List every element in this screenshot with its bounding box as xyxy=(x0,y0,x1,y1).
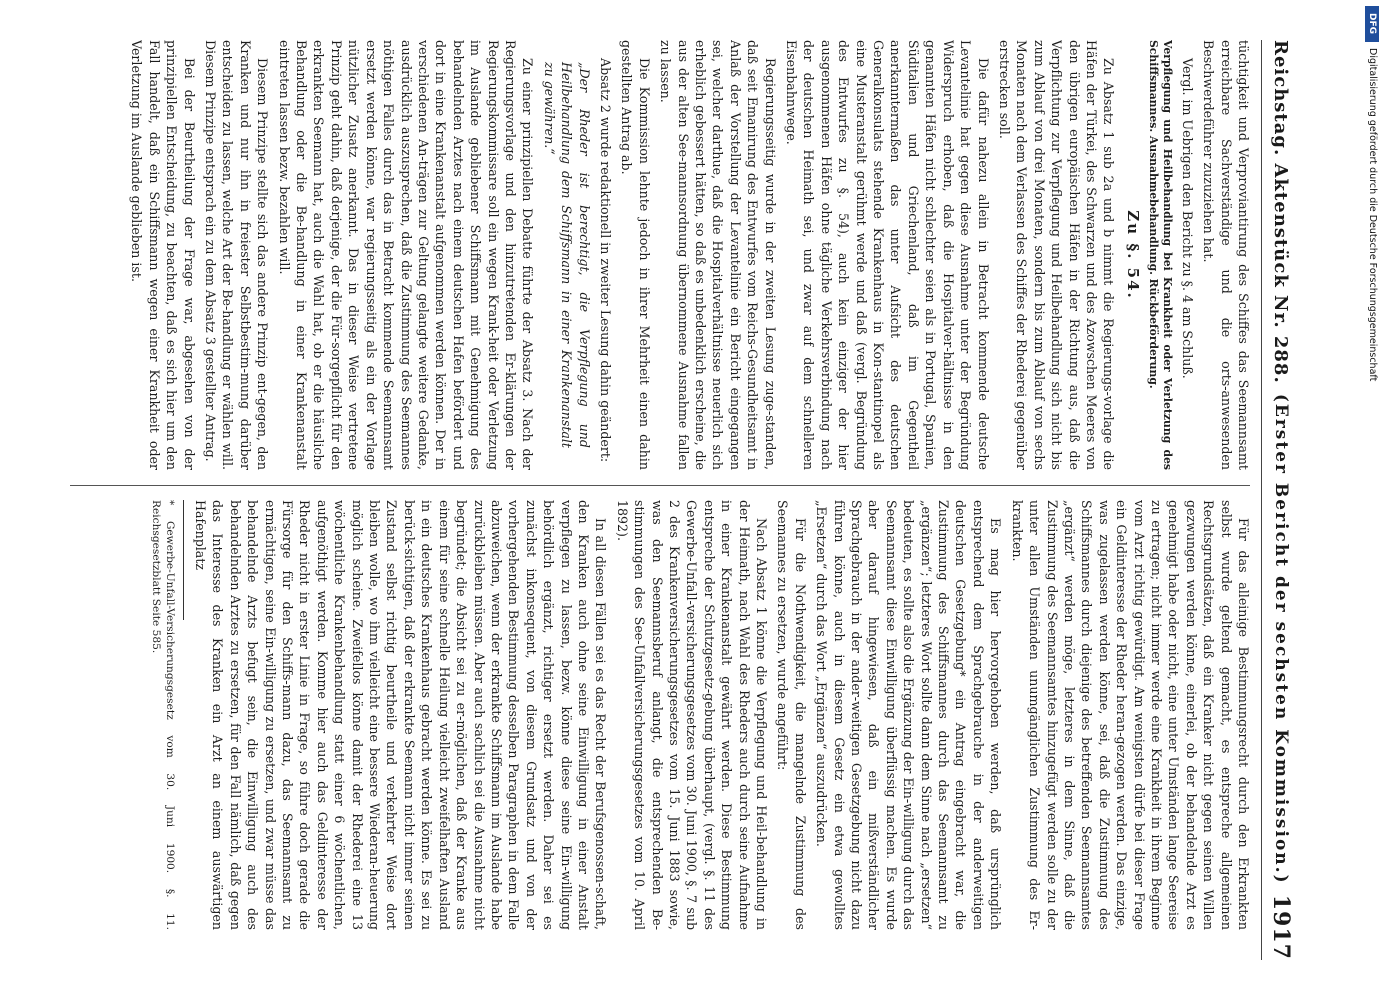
column-divider xyxy=(70,485,1250,486)
left-paragraph: Absatz 2 wurde redaktionell in zweiter Lesung dahin geändert: xyxy=(598,58,613,463)
section-marginal-summary: Verpflegung und Heilbehandlung bei Krankheit oder Verletzung des Schiffsmannes. Ausnahmebehandlung. Rückbeförderung. xyxy=(1146,40,1175,470)
header-left-title: Reichstag. Aktenstück Nr. 288. xyxy=(1270,40,1292,384)
page-number: 1917 xyxy=(1268,894,1294,960)
quoted-amendment: „Der Rheder ist berechtigt, die Verpflegung und Heilbehandlung dem Schiffsmann in einer Krankenanstalt zu gewähren.“ xyxy=(541,62,592,448)
footnote-rule xyxy=(183,500,184,620)
left-paragraph: Bei der Beurtheilung der Frage war, abgesehen von der prinzipiellen Entscheidung, zu beachten, daß es sich hier um den Fall handelt, daß ein Schiffsmann wegen einer Krankheit oder Verletzung im Auslande geblieben ist. xyxy=(129,40,197,470)
left-paragraph: Die dafür nahezu allein in Betracht kommende deutsche Levantelinie hat gegen diese Ausnahme unter der Begründung Widerspruch erhoben, daß die Hospitalver-hältnisse in den genannten Häfen nicht schlechter seien als in Portugal, Spanien, Süditalien und Griechenland, daß im Gegentheil anerkanntermaßen das unter Aufsicht des deutschen Generalkonsulats stehende Krankenhaus in Kon-stantinopel als eine Musteranstalt gerühmt werde und daß (vergl. Begründung des Entwurfes zu §. 54), auch kein einziger der hier ausgenommenen Häfen ohne tägliche Verkehrsverbindung nach der deutschen Heimath sei, und zwar auf dem schnelleren Eisenbahnwege. xyxy=(784,40,991,470)
left-paragraph: Diesem Prinzipe stellte sich das andere Prinzip ent-gegen, den Kranken und nur ihn in freiester Selbstbestim-mung darüber entscheiden zu lassen, welche Art der Be-handlung er wählen will. Diesem Prinzipe entsprach ein zu dem Absatz 3 gestellter Antrag. xyxy=(203,40,271,470)
dfg-logo: DFG xyxy=(1365,6,1379,42)
right-paragraph: In all diesen Fällen sei es das Recht der Berufsgenossen-schaft, den Kranken auch ohne seine Einwilligung in einer Anstalt verpflegen zu lassen, bezw. könne diese seine Ein-willigung behördlich ergänzt, richtiger ersetzt werden. Daher sei es zunächst inkonsequent, von diesem Grundsatz und von der vorhergehenden Bestimmung desselben Paragraphen in dem Falle abzuweichen, wenn der erkrankte Schiffsmann im Auslande habe zurückbleiben müssen. Aber auch sachlich sei die Ausnahme nicht begründet; die Absicht sei zu er-möglichen, daß der Kranke aus einem für seine schnelle Heilung vielleicht zweifelhaften Ausland in ein deutsches Krankenhaus gebracht werden könne. Es sei zu berück-sichtigen, daß der erkrankte Seemann nicht immer seinen Zustand selbst richtig beurtheile und verkehrter Weise dort bleiben wolle, wo ihm vielleicht eine bessere Wiederan-heuerung möglich scheine. Zweifellos könne damit der Rhederei eine 13 wöchentliche Krankenbehandlung statt einer 6 wöchentlichen, aufgenöthigt werden. Komme hier auch das Geldinteresse der Rheder nicht in erster Linie in Frage, so führe doch gerade die Fürsorge für den Schiffs-mann dazu, das Seemannsamt zu ermächtigen, seine Ein-willigung zu ersetzen, und zwar müsse das behandelnde Arzts befugt sein, die Einwilligung auch des behandelnden Arztes zu ersetzen, für den Fall nämlich, daß gegen das Interesse des Kranken ein Arzt an einem auswärtigen Hafenplatz xyxy=(193,500,609,930)
left-paragraph: Zu einer prinzipiellen Debatte führte der Absatz 3. Nach der Regierungsvorlage und den hinzutretenden Er-klärungen der Regierungskommissare soll ein wegen Krank-heit oder Verletzung im Auslande gebliebener Schiffsmann mit Genehmigung des behandelnden Arztes nach einem deutschen Hafen befördert und dort in eine Krankenanstalt aufgenommen werden können. Der in verschiedenen An-trägen zur Geltung gelangte weitere Gedanke, ausdrücklich auszusprechen, daß die Zustimmung des Seemannes nöthigen Falles durch das in Betracht kommende Seemannsamt ersetzt werden könne, war regierungsseitig als ein der Vorlage nützlicher Zusatz anerkannt. Das in dieser Weise vertretene Prinzip geht dahin, daß derjenige, der die Für-sorgepflicht für den erkrankten Seemann hat, auch die Wahl hat, ob er die häusliche Behandlung oder die Be-handlung in einer Krankenanstalt eintreten lassen bezw. bezahlen will. xyxy=(276,40,536,470)
section-heading: Zu §. 54. xyxy=(1123,210,1142,300)
footnote: * Gewerbe-Unfall-Versicherungsgesetz vom 30. Juni 1900. §. 11. Reichsgesetzblatt Seite 585. xyxy=(149,500,176,930)
left-paragraph: tüchtigkeit und Verproviantirung des Schiffes das Seemannsamt erreichbare Sachverständige und die orts-anwesenden Beschwerdeführer zuzuziehen hat. xyxy=(1201,40,1251,470)
right-paragraph: Für die Nothwendigkeit, die mangelnde Zustimmung des Seemannes zu ersetzen, wurde angeführt: xyxy=(775,500,808,930)
left-paragraph: Die Kommission lehnte jedoch in ihrer Mehrheit einen dahin gestellten Antrag ab. xyxy=(619,40,652,470)
page-header xyxy=(1261,40,1300,960)
left-column xyxy=(52,40,1252,470)
header-report-title: (Erster Bericht der sechsten Kommission.) xyxy=(1271,393,1291,885)
right-paragraph: Es mag hier hervorgehoben werden, daß ursprünglich entsprechend dem Sprachgebrauche in der anderweitigen deutschen Gesetzgebung* ein Antrag eingebracht war, die Zustimmung des Schiffsmannes durch das Seemannsamt zu „ergänzen“; letzteres Wort sollte dann dem Sinne nach „ersetzen“ bedeuten, es sollte also die Ergänzung der Ein-willigung durch das Seemannsamt diese Einwilligung überflüssig machen. Es wurde aber darauf hingewiesen, daß ein mißverständlicher Sprachgebrauch in der ander-weitigen Gesetzgebung nicht dazu führen könne, auch in diesem Gesetz ein etwa gewolltes „Ersetzen“ durch das Wort „Ergänzen“ auszudrücken. xyxy=(814,500,1004,930)
right-column xyxy=(52,500,1252,930)
digitization-strip xyxy=(1365,0,1379,1000)
right-paragraph: Für das alleinige Bestimmungsrecht durch den Erkrankten selbst wurde geltend gemacht, es entspreche allgemeinen Rechtsgrundsätzen, daß ein Kranker nicht gegen seinen Willen gezwungen werden könne, einerlei, ob der behandelnde Arzt es genehmigt habe oder nicht, eine unter Umständen lange Seereise zu ertragen; nicht immer werde eine Krankheit in ihrem Beginne vom Arzt richtig gewürdigt. Am wenigsten dürfe bei dieser Frage ein Geldinteresse der Rheder heran-gezogen werden. Das einzige, was zugelassen werden könne, sei, daß die Zustimmung des Schiffsmannes durch diejenige des betreffenden Seemannsamtes „ergänzt“ werden möge, letzteres in dem Sinne, daß die Zustimmung des Seemannsamtes hinzugefügt werden solle zu der unter allen Umständen unumgänglichen Zustimmung des Er-krankten. xyxy=(1009,500,1251,930)
digitization-credit: Digitalisierung gefördert durch die Deutsche Forschungsgemeinschaft xyxy=(1367,48,1378,382)
left-paragraph: Regierungsseitig wurde in der zweiten Lesung zuge-standen, daß seit Emanirung des Entwurfes vom Reichs-Gesundheitsamt in Anlaß der Vorstellung der Levantelinie ein Bericht eingegangen sei, welcher darthue, daß die Hospitalverhältnisse neuerlich sich erheblich gebessert hätten, so daß es unbedenklich erscheine, die aus der alten See-mannsordnung übernommene Ausnahme fallen zu lassen. xyxy=(658,40,778,470)
left-paragraph: Vergl. im Uebrigen den Bericht zu §. 4 am Schluß. xyxy=(1179,58,1195,379)
right-paragraph: Nach Absatz 1 könne die Verpflegung und Heil-behandlung in der Heimath, nach Wahl des Rheders auch durch seine Aufnahme in einer Krankenanstalt gewährt werden. Diese Bestimmung entspreche der Schutzgesetz-gebung überhaupt, (vergl. §. 11 des Gewerbe-Unfall-versicherungsgesetzes vom 30. Juni 1900, §. 7 sub 2 des Krankenversicherungsgesetzes vom 15. Juni 1883 sowie, was den Seemannsberuf anlangt, die entsprechenden Be-stimmungen des See-Unfallversicherungsgesetzes vom 10. April 1892). xyxy=(614,500,770,930)
left-paragraph: Zu Absatz 1 sub 2a und b nimmt die Regierungs-vorlage die Häfen der Türkei, des Schwarzen und des Azowschen Meeres von den übrigen europäischen Häfen in der Richtung aus, daß die Verpflichtung zur Verpflegung und Heilbehandlung sich nicht bis zum Ablauf von drei Monaten, sondern bis zum Ablauf von sechs Monaten nach dem Verlassen des Schiffes der Rhederei gegenüber erstrecken soll. xyxy=(996,40,1117,470)
